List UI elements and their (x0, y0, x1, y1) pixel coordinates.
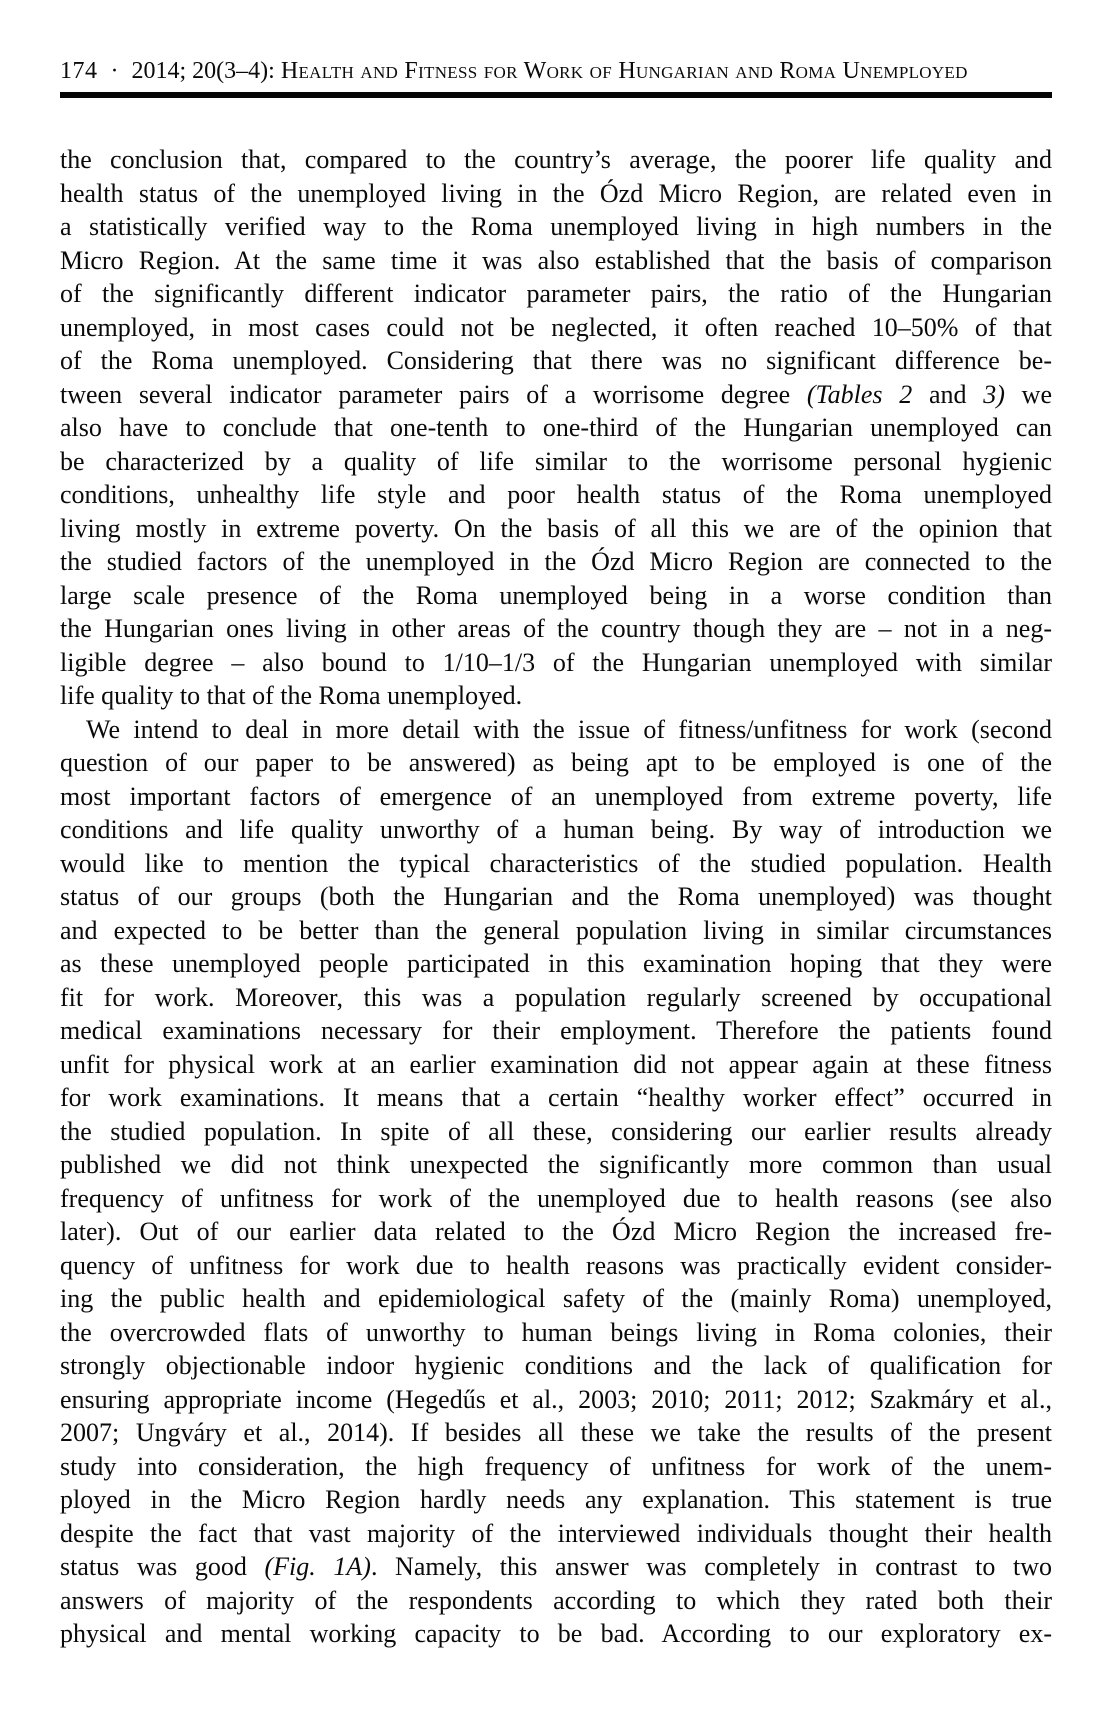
text-line (60, 1383, 1052, 1417)
text-run: status of our groups (both the Hungarian and the Roma unemployed) was thought (60, 882, 1052, 911)
text-run: we (1004, 379, 1052, 409)
text-run: the conclusion that, compared to the country’s average, the poorer life quality and (60, 145, 1052, 174)
text-run: ligible degree – also bound to 1/10–1/3 of the Hungarian unemployed with similar (60, 647, 1052, 677)
text-run: medical examinations necessary for their employment. Therefore the patients found (60, 1016, 1052, 1045)
separator-dot: · (110, 58, 119, 84)
text-line (60, 646, 1052, 680)
text-run: unemployed, in most cases could not be neglected, it often reached 10–50% of that (60, 312, 1052, 342)
text-run: the overcrowded flats of unworthy to human beings living in Roma colonies, their (60, 1317, 1052, 1347)
text-line (60, 244, 1052, 278)
text-run: strongly objectionable indoor hygienic conditions and the lack of qualification for (60, 1351, 1052, 1380)
text-line (60, 847, 1052, 881)
text-run: as these unemployed people participated in this examination hoping that they were (60, 949, 1052, 978)
text-line (60, 579, 1052, 613)
text-run: most important factors of emergence of an unemployed from extreme poverty, life (60, 781, 1052, 811)
text-run: despite the fact that vast majority of the interviewed individuals thought their health (60, 1518, 1052, 1548)
text-run: of the Roma unemployed. Considering that there was no significant difference be- (60, 346, 1052, 375)
text-run: We intend to deal in more detail with the issue of fitness/unfitness for work (second (86, 714, 1052, 744)
text-line (60, 914, 1052, 948)
text-line (60, 344, 1052, 378)
text-run: the studied factors of the unemployed in the Ózd Micro Region are connected to the (60, 547, 1052, 576)
text-line (60, 746, 1052, 780)
text-run: and (912, 379, 984, 409)
article-body (60, 143, 1052, 1651)
running-title: Health and Fitness for Work of Hungarian and Roma Unemployed (280, 58, 968, 84)
text-run: conditions, unhealthy life style and poor health status of the Roma unemployed (60, 480, 1052, 509)
text-line (60, 1215, 1052, 1249)
text-run: quency of unfitness for work due to health reasons was practically evident consider- (60, 1250, 1052, 1280)
text-run: answers of majority of the respondents according to which they rated both their (60, 1585, 1052, 1615)
text-run: ing the public health and epidemiological safety of the (mainly Roma) unemployed, (60, 1284, 1052, 1313)
text-line (60, 1483, 1052, 1517)
text-line (60, 947, 1052, 981)
italic-run: (Fig. 1A) (264, 1552, 371, 1581)
text-line (60, 512, 1052, 546)
text-line (60, 1115, 1052, 1149)
text-line (60, 1249, 1052, 1283)
text-line (60, 1550, 1052, 1584)
text-run: health status of the unemployed living in the Ózd Micro Region, are related even in (60, 178, 1052, 208)
text-run: and expected to be better than the general population living in similar circumstances (60, 915, 1052, 945)
text-line (60, 445, 1052, 479)
text-line (60, 1617, 1052, 1651)
text-line (60, 1316, 1052, 1350)
text-line (60, 311, 1052, 345)
journal-citation: 2014; 20(3–4): (131, 58, 275, 84)
text-run: Micro Region. At the same time it was also established that the basis of comparison (60, 245, 1052, 275)
text-line (60, 210, 1052, 244)
text-line (60, 143, 1052, 177)
text-run: fit for work. Moreover, this was a population regularly screened by occupational (60, 982, 1052, 1012)
italic-run: (Tables 2 (806, 379, 913, 409)
text-line (60, 1349, 1052, 1383)
text-line (60, 545, 1052, 579)
text-run: large scale presence of the Roma unemployed being in a worse condition than (60, 580, 1052, 610)
text-line (60, 780, 1052, 814)
text-run: published we did not think unexpected the significantly more common than usual (60, 1150, 1052, 1179)
text-run: conditions and life quality unworthy of a human being. By way of introduction we (60, 815, 1052, 844)
text-run: status was good (60, 1552, 265, 1581)
text-line (60, 1517, 1052, 1551)
text-run: ployed in the Micro Region hardly needs any explanation. This statement is true (60, 1485, 1052, 1514)
text-run: living mostly in extreme poverty. On the basis of all this we are of the opinion that (60, 513, 1052, 543)
text-line (60, 1182, 1052, 1216)
text-run: would like to mention the typical characteristics of the studied population. Health (60, 848, 1052, 878)
text-run: 2007; Ungváry et al., 2014). If besides all these we take the results of the present (60, 1418, 1052, 1447)
text-run: the Hungarian ones living in other areas of the country though they are – not in a neg- (60, 614, 1052, 643)
text-line (60, 1450, 1052, 1484)
text-line (60, 411, 1052, 445)
page-number: 174 (60, 58, 98, 84)
text-line (60, 1148, 1052, 1182)
text-run: for work examinations. It means that a certain “healthy worker effect” occurred in (60, 1083, 1052, 1112)
page-header (60, 58, 1052, 84)
text-line (60, 679, 1052, 713)
text-run: life quality to that of the Roma unemployed. (60, 681, 523, 710)
italic-run: 3) (983, 379, 1005, 409)
text-run: tween several indicator parameter pairs of a worrisome degree (60, 379, 807, 409)
text-run: unfit for physical work at an earlier examination did not appear again at these fitness (60, 1049, 1052, 1079)
text-line (60, 378, 1052, 412)
text-run: the studied population. In spite of all these, considering our earlier results already (60, 1116, 1052, 1146)
text-line (60, 1048, 1052, 1082)
text-run: of the significantly different indicator parameter pairs, the ratio of the Hungarian (60, 279, 1052, 308)
text-line (60, 612, 1052, 646)
text-run: frequency of unfitness for work of the unemployed due to health reasons (see also (60, 1183, 1052, 1213)
text-line (60, 813, 1052, 847)
text-run: ensuring appropriate income (Hegedűs et al., 2003; 2010; 2011; 2012; Szakmáry et al., (60, 1384, 1052, 1414)
text-run: be characterized by a quality of life similar to the worrisome personal hygienic (60, 446, 1052, 476)
text-line (60, 1282, 1052, 1316)
header-rule (60, 92, 1052, 98)
text-line (60, 981, 1052, 1015)
text-line (60, 277, 1052, 311)
text-line (60, 1584, 1052, 1618)
text-line (60, 1081, 1052, 1115)
text-line (60, 880, 1052, 914)
text-line (60, 713, 1052, 747)
text-run: later). Out of our earlier data related to the Ózd Micro Region the increased fre- (60, 1217, 1052, 1246)
text-line (60, 478, 1052, 512)
text-run: question of our paper to be answered) as being apt to be employed is one of the (60, 748, 1052, 777)
text-line (60, 1014, 1052, 1048)
text-line (60, 1416, 1052, 1450)
text-run: also have to conclude that one-tenth to one-third of the Hungarian unemployed can (60, 413, 1052, 442)
text-line (60, 177, 1052, 211)
text-run: . Namely, this answer was completely in contrast to two (370, 1552, 1052, 1581)
text-run: physical and mental working capacity to be bad. According to our exploratory ex- (60, 1619, 1052, 1648)
text-run: a statistically verified way to the Roma unemployed living in high numbers in the (60, 212, 1052, 241)
text-run: study into consideration, the high frequency of unfitness for work of the unem- (60, 1451, 1052, 1481)
